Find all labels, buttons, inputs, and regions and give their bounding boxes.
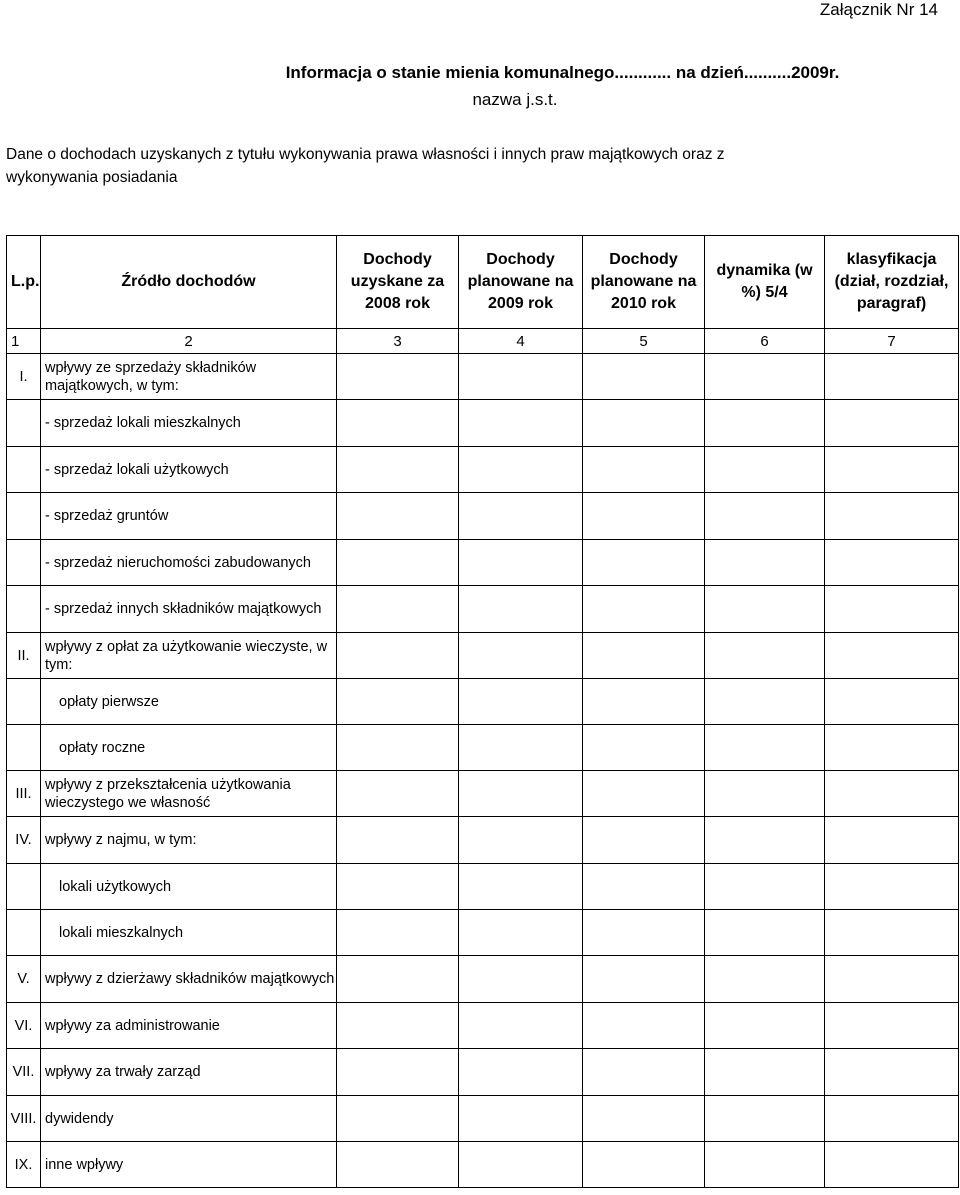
- row-source: lokali użytkowych: [41, 864, 337, 910]
- planned-2010-cell[interactable]: [583, 1003, 705, 1049]
- row-number: [7, 540, 41, 586]
- table-row: [7, 817, 959, 864]
- classification-cell[interactable]: [825, 400, 959, 447]
- row-number: [7, 400, 41, 447]
- column-number: 2: [41, 329, 337, 354]
- dynamics-cell[interactable]: [705, 1096, 825, 1142]
- planned-2009-cell[interactable]: [459, 1003, 583, 1049]
- dynamics-cell[interactable]: [705, 725, 825, 771]
- table-row: [7, 354, 959, 400]
- income-2008-cell[interactable]: [337, 354, 459, 400]
- dynamics-cell[interactable]: [705, 817, 825, 864]
- classification-cell[interactable]: [825, 956, 959, 1003]
- row-number: IX.: [7, 1142, 41, 1188]
- row-number: [7, 864, 41, 910]
- dynamics-cell[interactable]: [705, 864, 825, 910]
- classification-cell[interactable]: [825, 586, 959, 633]
- classification-cell[interactable]: [825, 910, 959, 956]
- classification-cell[interactable]: [825, 817, 959, 864]
- table-row: [7, 864, 959, 910]
- planned-2009-cell[interactable]: [459, 354, 583, 400]
- table-row: [7, 493, 959, 540]
- table-row: [7, 956, 959, 1003]
- dynamics-cell[interactable]: [705, 956, 825, 1003]
- planned-2010-cell[interactable]: [583, 679, 705, 725]
- income-2008-cell[interactable]: [337, 771, 459, 817]
- planned-2009-cell[interactable]: [459, 1096, 583, 1142]
- header-lp: L.p.: [7, 236, 41, 329]
- income-2008-cell[interactable]: [337, 1049, 459, 1096]
- row-number: [7, 447, 41, 493]
- dynamics-cell[interactable]: [705, 1049, 825, 1096]
- row-number: [7, 679, 41, 725]
- dynamics-cell[interactable]: [705, 400, 825, 447]
- dynamics-cell[interactable]: [705, 493, 825, 540]
- planned-2010-cell[interactable]: [583, 725, 705, 771]
- planned-2009-cell[interactable]: [459, 493, 583, 540]
- table-row: [7, 771, 959, 817]
- row-source: - sprzedaż nieruchomości zabudowanych: [41, 540, 337, 586]
- table-row: [7, 1142, 959, 1188]
- planned-2010-cell[interactable]: [583, 540, 705, 586]
- row-source: wpływy ze sprzedaży składników majątkowych, w tym:: [41, 354, 337, 400]
- planned-2010-cell[interactable]: [583, 771, 705, 817]
- planned-2009-cell[interactable]: [459, 817, 583, 864]
- row-number: I.: [7, 354, 41, 400]
- dynamics-cell[interactable]: [705, 586, 825, 633]
- header-income-2008: Dochody uzyskane za 2008 rok: [337, 236, 459, 329]
- income-2008-cell[interactable]: [337, 493, 459, 540]
- row-number: II.: [7, 633, 41, 679]
- table-row: [7, 400, 959, 447]
- dynamics-cell[interactable]: [705, 540, 825, 586]
- classification-cell[interactable]: [825, 864, 959, 910]
- column-number: 5: [583, 329, 705, 354]
- income-2008-cell[interactable]: [337, 540, 459, 586]
- document-title: Informacja o stanie mienia komunalnego............ na dzień..........2009r.: [285, 63, 840, 82]
- row-number: VIII.: [7, 1096, 41, 1142]
- planned-2010-cell[interactable]: [583, 956, 705, 1003]
- dynamics-cell[interactable]: [705, 1003, 825, 1049]
- row-number: IV.: [7, 817, 41, 864]
- column-number: 7: [825, 329, 959, 354]
- header-row: [7, 236, 959, 329]
- classification-cell[interactable]: [825, 1003, 959, 1049]
- row-source: wpływy z opłat za użytkowanie wieczyste, w tym:: [41, 633, 337, 679]
- row-number: V.: [7, 956, 41, 1003]
- row-source: - sprzedaż innych składników majątkowych: [41, 586, 337, 633]
- planned-2009-cell[interactable]: [459, 864, 583, 910]
- dynamics-cell[interactable]: [705, 1142, 825, 1188]
- classification-cell[interactable]: [825, 771, 959, 817]
- planned-2010-cell[interactable]: [583, 1096, 705, 1142]
- table-row: [7, 633, 959, 679]
- row-number: [7, 725, 41, 771]
- table-row: [7, 586, 959, 633]
- row-source: dywidendy: [41, 1096, 337, 1142]
- classification-cell[interactable]: [825, 1096, 959, 1142]
- row-source: wpływy z najmu, w tym:: [41, 817, 337, 864]
- classification-cell[interactable]: [825, 354, 959, 400]
- entity-name-line: nazwa j.s.t.: [472, 90, 558, 109]
- income-2008-cell[interactable]: [337, 1003, 459, 1049]
- income-2008-cell[interactable]: [337, 447, 459, 493]
- row-number: III.: [7, 771, 41, 817]
- row-source: lokali mieszkalnych: [41, 910, 337, 956]
- intro-paragraph: Dane o dochodach uzyskanych z tytułu wykonywania prawa własności i innych praw majątkowych oraz z wykonywania posiadania: [6, 146, 725, 186]
- row-source: inne wpływy: [41, 1142, 337, 1188]
- table-row: [7, 1003, 959, 1049]
- planned-2010-cell[interactable]: [583, 586, 705, 633]
- row-source: - sprzedaż gruntów: [41, 493, 337, 540]
- row-source: opłaty pierwsze: [41, 679, 337, 725]
- table-row: [7, 910, 959, 956]
- planned-2009-cell[interactable]: [459, 586, 583, 633]
- income-2008-cell[interactable]: [337, 725, 459, 771]
- income-2008-cell[interactable]: [337, 586, 459, 633]
- planned-2009-cell[interactable]: [459, 956, 583, 1003]
- planned-2010-cell[interactable]: [583, 1142, 705, 1188]
- row-number: [7, 493, 41, 540]
- table-row: [7, 725, 959, 771]
- planned-2010-cell[interactable]: [583, 493, 705, 540]
- planned-2010-cell[interactable]: [583, 447, 705, 493]
- planned-2009-cell[interactable]: [459, 1142, 583, 1188]
- income-2008-cell[interactable]: [337, 1096, 459, 1142]
- annex-number: Załącznik Nr 14: [819, 0, 938, 19]
- classification-cell[interactable]: [825, 725, 959, 771]
- planned-2009-cell[interactable]: [459, 540, 583, 586]
- column-number-row: [7, 329, 959, 354]
- dynamics-cell[interactable]: [705, 447, 825, 493]
- column-number: 6: [705, 329, 825, 354]
- dynamics-cell[interactable]: [705, 910, 825, 956]
- planned-2010-cell[interactable]: [583, 633, 705, 679]
- row-number: [7, 586, 41, 633]
- income-2008-cell[interactable]: [337, 633, 459, 679]
- planned-2009-cell[interactable]: [459, 447, 583, 493]
- row-source: opłaty roczne: [41, 725, 337, 771]
- row-source: wpływy za trwały zarząd: [41, 1049, 337, 1096]
- planned-2009-cell[interactable]: [459, 725, 583, 771]
- income-2008-cell[interactable]: [337, 817, 459, 864]
- income-2008-cell[interactable]: [337, 864, 459, 910]
- row-source: - sprzedaż lokali użytkowych: [41, 447, 337, 493]
- header-dynamics: dynamika (w %) 5/4: [705, 236, 825, 329]
- planned-2009-cell[interactable]: [459, 771, 583, 817]
- column-number: 3: [337, 329, 459, 354]
- planned-2010-cell[interactable]: [583, 910, 705, 956]
- row-source: wpływy za administrowanie: [41, 1003, 337, 1049]
- planned-2009-cell[interactable]: [459, 633, 583, 679]
- income-2008-cell[interactable]: [337, 400, 459, 447]
- planned-2009-cell[interactable]: [459, 1049, 583, 1096]
- classification-cell[interactable]: [825, 447, 959, 493]
- dynamics-cell[interactable]: [705, 633, 825, 679]
- row-number: [7, 910, 41, 956]
- dynamics-cell[interactable]: [705, 679, 825, 725]
- row-source: - sprzedaż lokali mieszkalnych: [41, 400, 337, 447]
- income-2008-cell[interactable]: [337, 956, 459, 1003]
- table-row: [7, 447, 959, 493]
- table-row: [7, 1049, 959, 1096]
- planned-2010-cell[interactable]: [583, 817, 705, 864]
- planned-2010-cell[interactable]: [583, 864, 705, 910]
- classification-cell[interactable]: [825, 540, 959, 586]
- row-number: VI.: [7, 1003, 41, 1049]
- planned-2009-cell[interactable]: [459, 400, 583, 447]
- planned-2010-cell[interactable]: [583, 354, 705, 400]
- dynamics-cell[interactable]: [705, 771, 825, 817]
- header-classification: klasyfikacja (dział, rozdział, paragraf): [825, 236, 959, 329]
- column-number: 4: [459, 329, 583, 354]
- income-table: [6, 235, 959, 1188]
- row-source: wpływy z dzierżawy składników majątkowych: [41, 956, 337, 1003]
- header-source: Źródło dochodów: [41, 236, 337, 329]
- table-row: [7, 540, 959, 586]
- income-2008-cell[interactable]: [337, 1142, 459, 1188]
- planned-2010-cell[interactable]: [583, 400, 705, 447]
- table-row: [7, 679, 959, 725]
- classification-cell[interactable]: [825, 1142, 959, 1188]
- row-source: wpływy z przekształcenia użytkowania wieczystego we własność: [41, 771, 337, 817]
- income-2008-cell[interactable]: [337, 679, 459, 725]
- planned-2009-cell[interactable]: [459, 679, 583, 725]
- classification-cell[interactable]: [825, 493, 959, 540]
- planned-2009-cell[interactable]: [459, 910, 583, 956]
- classification-cell[interactable]: [825, 633, 959, 679]
- row-number: VII.: [7, 1049, 41, 1096]
- table-row: [7, 1096, 959, 1142]
- header-planned-2010: Dochody planowane na 2010 rok: [583, 236, 705, 329]
- classification-cell[interactable]: [825, 679, 959, 725]
- planned-2010-cell[interactable]: [583, 1049, 705, 1096]
- classification-cell[interactable]: [825, 1049, 959, 1096]
- column-number: 1: [7, 329, 41, 354]
- dynamics-cell[interactable]: [705, 354, 825, 400]
- header-planned-2009: Dochody planowane na 2009 rok: [459, 236, 583, 329]
- income-2008-cell[interactable]: [337, 910, 459, 956]
